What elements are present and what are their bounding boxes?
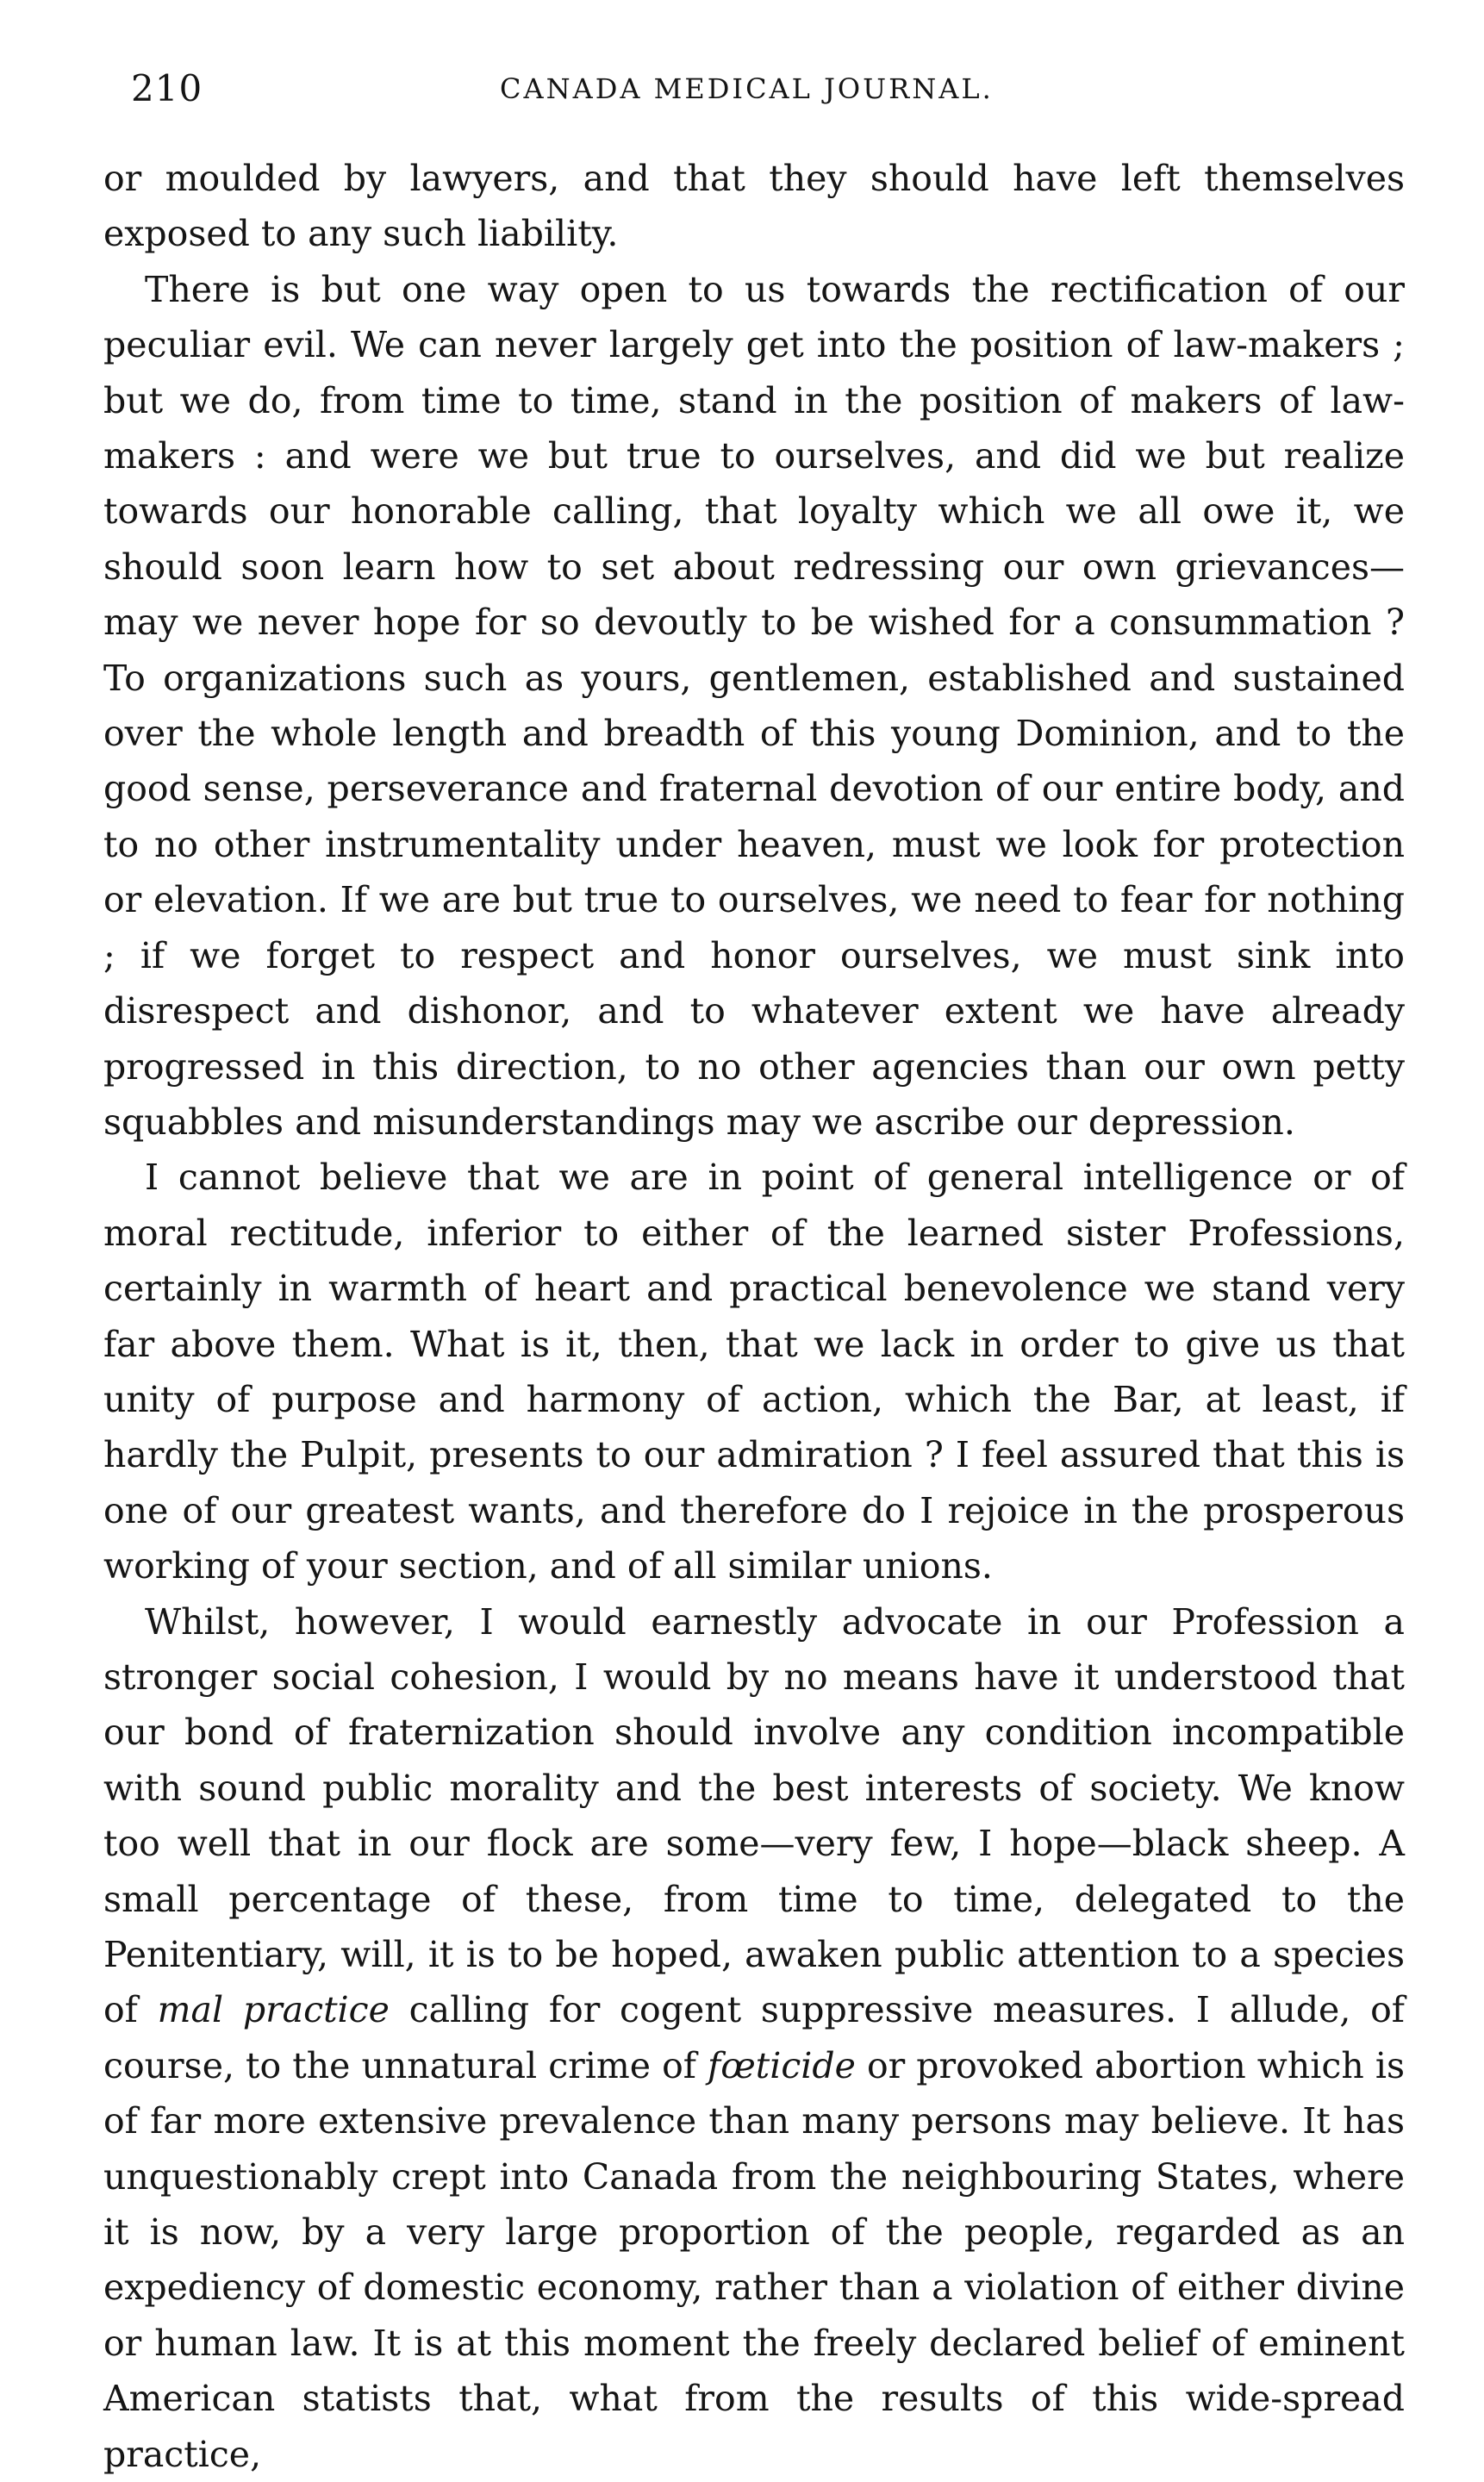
paragraph-social-cohesion [103,1594,1405,2482]
journal-title: CANADA MEDICAL JOURNAL. [500,72,994,105]
text-segment: calling for cogent suppressive measures. I allude, of course, to the unnatural crime of [103,1989,1405,2086]
running-head [121,67,1379,119]
text-segment: Whilst, however, I would earnestly advocate in our Profession a stronger social cohesion, I would by no means have it understood that our bond of fraternization should involve any condition incompatible with sound public morality and the best interests of society. We know too well that in our flock are some—very few, I hope—black sheep. A small percentage of these, from time to time, delegated to the Penitentiary, will, it is to be hoped, awaken public attention to a species of [103,1600,1405,2031]
page-number: 210 [131,67,203,109]
paragraph-rectification: There is but one way open to us towards the rectification of our peculiar evil. We can never largely get into the position of law-makers ; but we do, from time to time, stand in the position of makers of law-makers : and were we but true to ourselves, and did we but realize towards our honorable calling, that loyalty which we all owe it, we should soon learn how to set about redressing our own grievances—may we never hope for so devoutly to be wished for a consummation ? To organizations such as yours, gentlemen, established and sustained over the whole length and breadth of this young Dominion, and to the good sense, perseverance and fraternal devotion of our entire body, and to no other instrumentality under heaven, must we look for protection or elevation. If we are but true to ourselves, we need to fear for nothing ; if we forget to respect and honor ourselves, we must sink into disrespect and dishonor, and to whatever extent we have already progressed in this direction, to no other agencies than our own petty squabbles and misunderstandings may we ascribe our depression. [103,268,1405,1143]
italic-foeticide: fœticide [708,2044,856,2086]
body-text [103,151,1405,2482]
italic-mal-practice: mal practice [157,1989,390,2031]
paragraph-continued: or moulded by lawyers, and that they should have left themselves exposed to any such liability. [103,158,1405,255]
paragraph-professions: I cannot believe that we are in point of general intelligence or of moral rectitude, inferior to either of the learned sister Professions, certainly in warmth of heart and practical benevolence we stand very far above them. What is it, then, that we lack in order to give us that unity of purpose and harmony of action, which the Bar, at least, if hardly the Pulpit, presents to our admiration ? I feel assured that this is one of our greatest wants, and therefore do I rejoice in the prosperous working of your section, and of all similar unions. [103,1157,1405,1587]
text-segment: or provoked abortion which is of far more extensive prevalence than many persons may believe. It has unquestionably crept into Canada from the neighbouring States, where it is now, by a very large proportion of the people, regarded as an expediency of domestic economy, rather than a violation of either divine or human law. It is at this moment the freely declared belief of eminent American statists that, what from the results of this wide-spread practice, [103,2044,1405,2475]
